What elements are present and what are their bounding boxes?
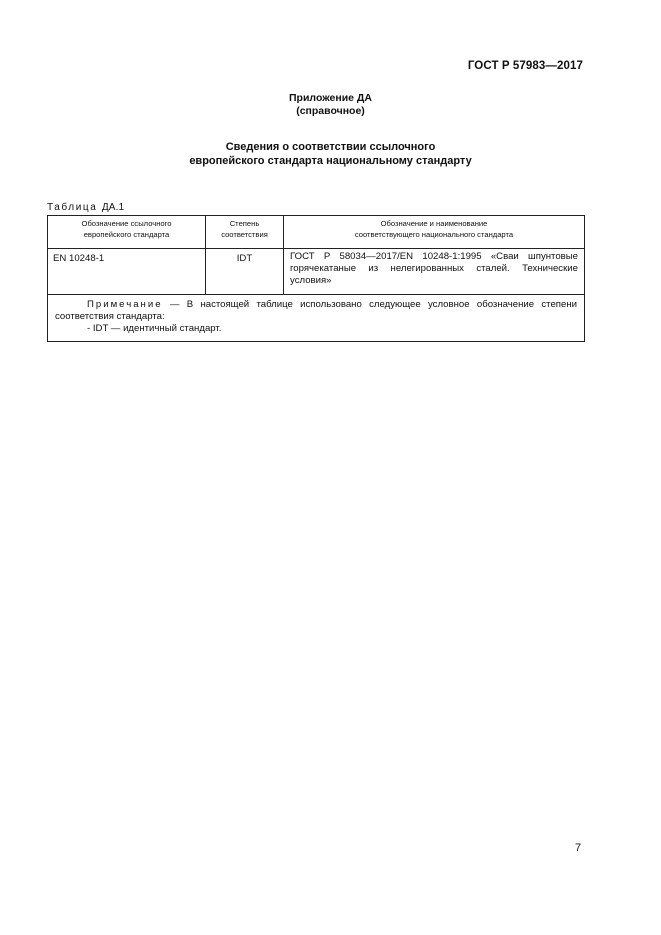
correspondence-table xyxy=(47,215,585,342)
table-caption xyxy=(47,202,124,213)
section-title xyxy=(0,141,661,168)
column-header-ref-standard xyxy=(48,216,206,249)
note-list-item: - IDT — идентичный стандарт. xyxy=(87,323,222,334)
note-dash: — xyxy=(162,299,187,310)
document-code: ГОСТ Р 57983—2017 xyxy=(467,60,583,72)
table-caption-word: Таблица xyxy=(47,202,98,213)
column-header-national-standard xyxy=(284,216,585,249)
appendix-heading xyxy=(0,92,661,118)
cell-national-standard: ГОСТ Р 58034—2017/EN 10248-1:1995 «Сваи шпунтовые горячекатаные из нелегированных сталей. Технические условия» xyxy=(284,249,585,295)
column-header-line: Обозначение и наименование xyxy=(380,219,488,228)
appendix-subtitle: (справочное) xyxy=(296,105,365,117)
appendix-title: Приложение ДА xyxy=(289,92,372,104)
page-number: 7 xyxy=(575,842,582,854)
column-header-line: Степень xyxy=(229,219,260,228)
table-note-row xyxy=(48,295,585,342)
column-header-degree xyxy=(206,216,284,249)
column-header-line: Обозначение ссылочного xyxy=(81,219,172,228)
note-text: В настоящей таблице использовано следующее условное обозначение степени соответствия стандарта: xyxy=(55,299,577,322)
column-header-line: европейского стандарта xyxy=(83,229,170,239)
table-header-row xyxy=(48,216,585,249)
column-header-line: соответствия xyxy=(221,229,268,239)
note-label: Примечание xyxy=(87,299,163,310)
cell-degree: IDT xyxy=(206,249,284,295)
table-caption-number: ДА.1 xyxy=(101,202,125,213)
table-row xyxy=(48,249,585,295)
section-title-line-1: Сведения о соответствии ссылочного xyxy=(225,141,436,153)
note-paragraph xyxy=(55,299,577,323)
cell-ref-standard: EN 10248-1 xyxy=(48,249,206,295)
column-header-line: соответствующего национального стандарта xyxy=(354,229,514,239)
section-title-line-2: европейского стандарта национальному стандарту xyxy=(189,154,472,167)
table-note xyxy=(48,295,585,342)
